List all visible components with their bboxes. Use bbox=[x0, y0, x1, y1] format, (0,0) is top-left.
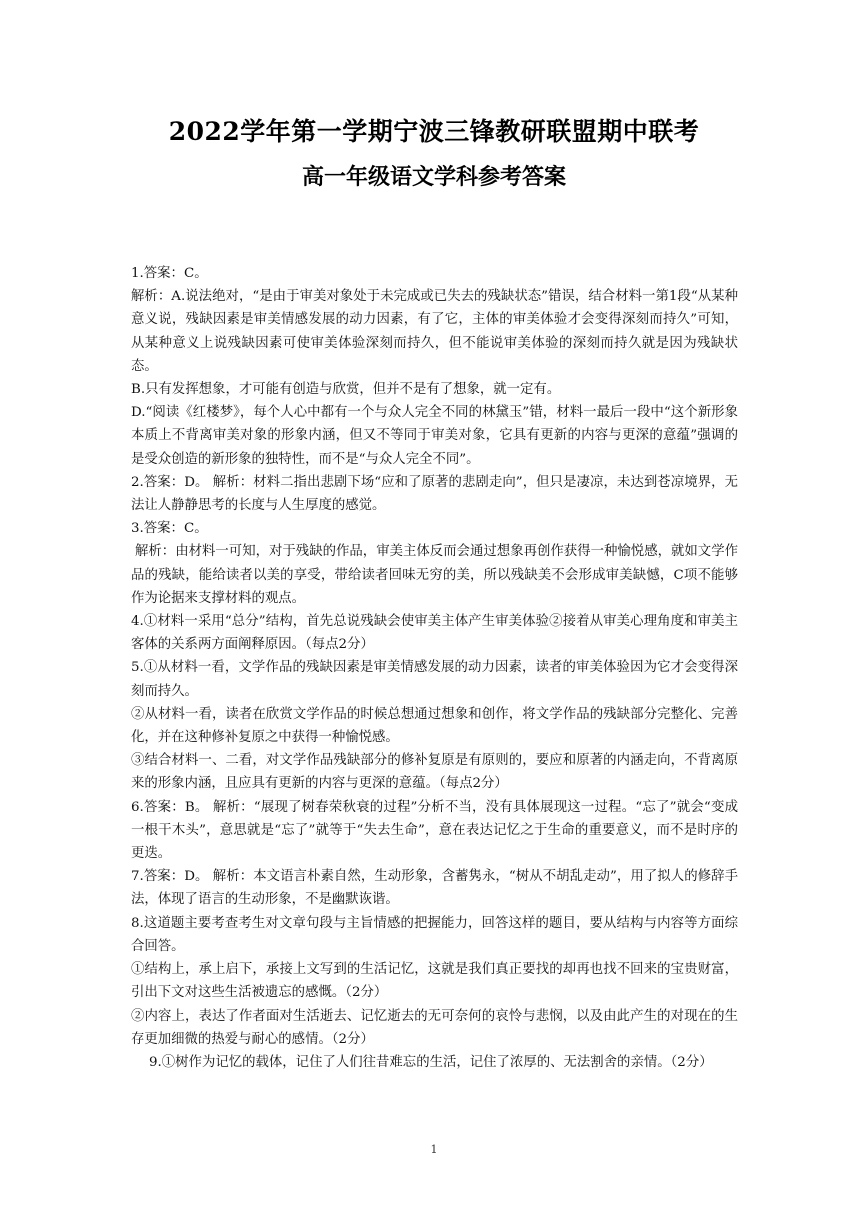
answer-paragraph: D.“阅读《红楼梦》，每个人心中都有一个与众人完全不同的林黛玉”错，材料一最后一段中“这个新形象本质上不背离审美对象的形象内涵，但又不等同于审美对象，它具有更新的内容与更深的意蕴”强调的是受众创造的新形象的独特性，而不是“与众人完全不同”。 bbox=[131, 405, 738, 467]
answer-paragraph: 5.①从材料一看，文学作品的残缺因素是审美情感发展的动力因素，读者的审美体验因为它才会变得深刻而持久。 bbox=[131, 660, 738, 699]
answer-paragraph: 解析：由材料一可知，对于残缺的作品，审美主体反而会通过想象再创作获得一种愉悦感，就如文学作品的残缺，能给读者以美的享受，带给读者回味无穷的美，所以残缺美不会形成审美缺憾，C项不能够作为论据来支撑材料的观点。 bbox=[131, 544, 738, 606]
answer-paragraph: 8.这道题主要考查考生对文章句段与主旨情感的把握能力，回答这样的题目，要从结构与内容等方面综合回答。 bbox=[131, 915, 738, 954]
document-title: 2022学年第一学期宁波三锋教研联盟期中联考 bbox=[168, 117, 700, 146]
answer-paragraph: 4.①材料一采用“总分”结构，首先总说残缺会使审美主体产生审美体验②接着从审美心理角度和审美主客体的关系两方面阐释原因。（每点2分） bbox=[131, 614, 738, 653]
answer-paragraph: 7.答案：D。 解析：本文语言朴素自然，生动形象，含蓄隽永，“树从不胡乱走动”，用了拟人的修辞手法，体现了语言的生动形象，不是幽默诙谐。 bbox=[131, 869, 738, 908]
answer-paragraph: ③结合材料一、二看，对文学作品残缺部分的修补复原是有原则的，要应和原著的内涵走向，不背离原来的形象内涵，且应具有更新的内容与更深的意蕴。（每点2分） bbox=[131, 753, 738, 792]
answer-paragraph: 2.答案：D。 解析：材料二指出悲剧下场“应和了原著的悲剧走向”，但只是凄凉，未达到苍凉境界，无法让人静静思考的长度与人生厚度的感觉。 bbox=[131, 474, 738, 514]
answer-paragraph: 解析：A.说法绝对，“是由于审美对象处于未完成或已失去的残缺状态”错误，结合材料一第1段“从某种意义说，残缺因素是审美情感发展的动力因素，有了它，主体的审美体验才会变得深刻而持久”可知，从某种意义上说残缺因素可使审美体验深刻而持久，但不能说审美体验的深刻而持久就是因为残缺状态。 bbox=[131, 289, 738, 374]
answer-paragraph: 1.答案：C。 bbox=[131, 266, 208, 281]
answer-paragraph: 9.①树作为记忆的载体，记住了人们往昔难忘的生活，记住了浓厚的、无法割舍的亲情。（2分） bbox=[149, 1054, 713, 1070]
document-subtitle: 高一年级语文学科参考答案 bbox=[301, 164, 566, 190]
answer-paragraph: 6.答案：B。 解析：“展现了树春荣秋衰的过程”分析不当，没有具体展现这一过程。“忘了”就会“变成一根干木头”，意思就是“忘了”就等于“失去生命”，意在表达记忆之于生命的重要意义，而不是时序的更迭。 bbox=[131, 799, 738, 862]
answer-paragraph: ①结构上，承上启下，承接上文写到的生活记忆，这就是我们真正要找的却再也找不回来的宝贵财富，引出下文对这些生活被遗忘的感慨。（2分） bbox=[131, 962, 738, 1001]
page-number: 1 bbox=[430, 1143, 438, 1156]
answer-paragraph: B.只有发挥想象，才可能有创造与欣赏，但并不是有了想象，就一定有。 bbox=[131, 382, 561, 398]
answer-content bbox=[131, 262, 738, 1074]
answer-paragraph: ②内容上，表达了作者面对生活逝去、记忆逝去的无可奈何的哀怜与悲悯，以及由此产生的对现在的生存更加细微的热爱与耐心的感情。（2分） bbox=[131, 1008, 738, 1047]
answer-paragraph: ②从材料一看，读者在欣赏文学作品的时候总想通过想象和创作，将文学作品的残缺部分完整化、完善化，并在这种修补复原之中获得一种愉悦感。 bbox=[131, 706, 738, 746]
answer-paragraph: 3.答案：C。 bbox=[131, 521, 208, 537]
